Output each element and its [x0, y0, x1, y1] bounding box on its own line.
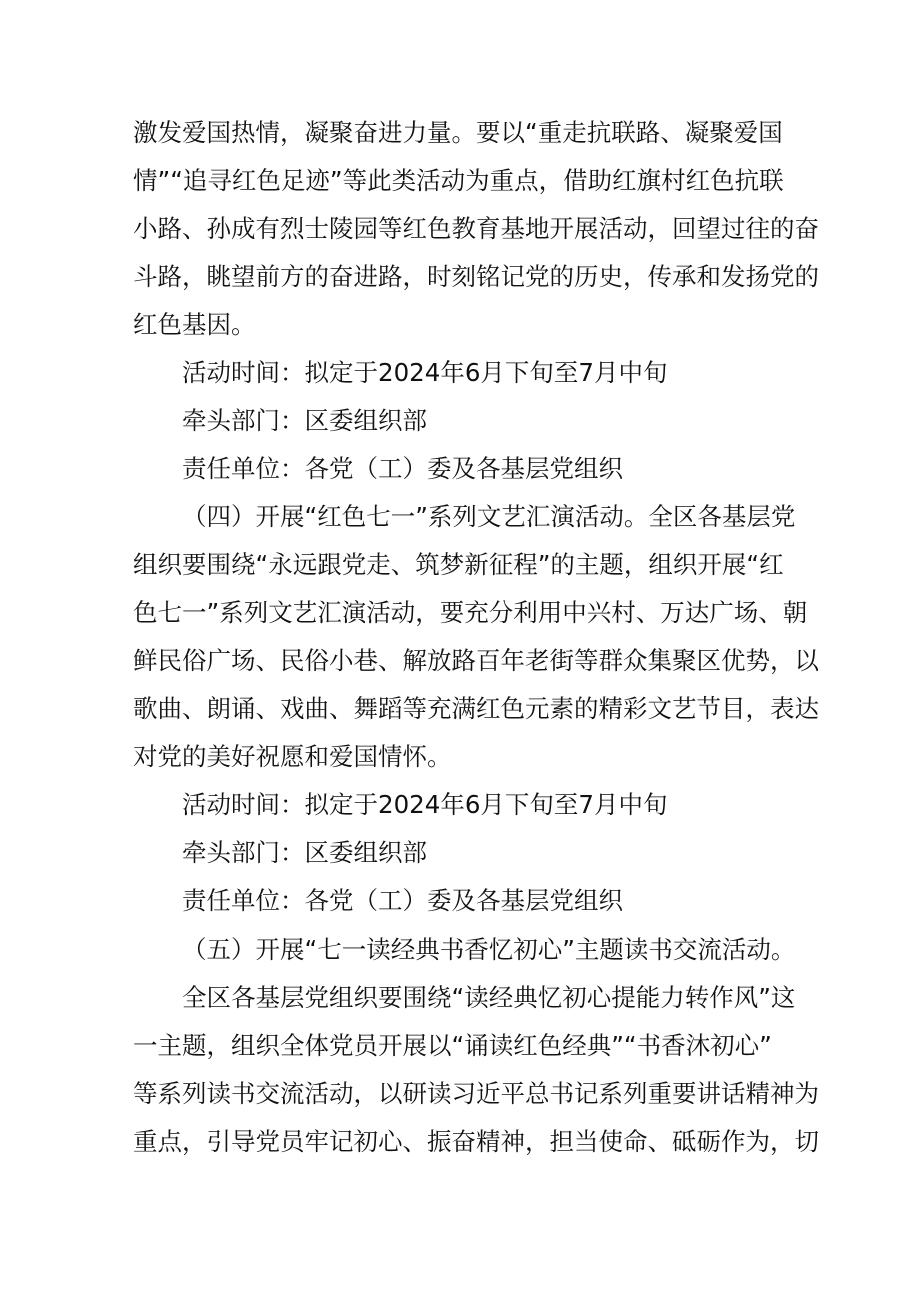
section-heading-5: （五）开展“七一读经典书香忆初心”主题读书交流活动。 — [182, 935, 796, 964]
activity-time-line: 活动时间：拟定于2024年6月下旬至7月中旬 — [182, 358, 668, 387]
body-text-line: 组织要围绕“永远跟党走、筑梦新征程”的主题，组织开展“红 — [133, 550, 784, 579]
responsible-unit-line: 责任单位：各党（工）委及各基层党组织 — [182, 454, 623, 483]
activity-time-line: 活动时间：拟定于2024年6月下旬至7月中旬 — [182, 790, 668, 819]
lead-department-line: 牵头部门：区委组织部 — [182, 406, 427, 435]
body-text-line: 情”“追寻红色足迹”等此类活动为重点，借助红旗村红色抗联 — [133, 166, 784, 195]
body-text-line: 一主题，组织全体党员开展以“诵读红色经典”“书香沐初心” — [133, 1031, 772, 1060]
responsible-unit-line: 责任单位：各党（工）委及各基层党组织 — [182, 886, 623, 915]
body-text-line: 重点，引导党员牢记初心、振奋精神，担当使命、砥砺作为，切 — [133, 1127, 819, 1156]
body-text-line: 对党的美好祝愿和爱国情怀。 — [133, 742, 452, 771]
body-text-line: 鲜民俗广场、民俗小巷、解放路百年老街等群众集聚区优势，以 — [133, 646, 819, 675]
body-text-line: 小路、孙成有烈士陵园等红色教育基地开展活动，回望过往的奋 — [133, 214, 819, 243]
lead-department-line: 牵头部门：区委组织部 — [182, 838, 427, 867]
section-heading-4: （四）开展“红色七一”系列文艺汇演活动。全区各基层党 — [182, 502, 796, 531]
body-text-line: 斗路，眺望前方的奋进路，时刻铭记党的历史，传承和发扬党的 — [133, 262, 819, 291]
body-text-line: 色七一”系列文艺汇演活动，要充分利用中兴村、万达广场、朝 — [133, 598, 808, 627]
body-text-line: 全区各基层党组织要围绕“读经典忆初心提能力转作风”这 — [182, 983, 796, 1012]
body-text-line: 歌曲、朗诵、戏曲、舞蹈等充满红色元素的精彩文艺节目，表达 — [133, 694, 819, 723]
body-text-line: 红色基因。 — [133, 310, 256, 339]
body-text-line: 激发爱国热情，凝聚奋进力量。要以“重走抗联路、凝聚爱国 — [133, 118, 783, 147]
body-text-line: 等系列读书交流活动，以研读习近平总书记系列重要讲话精神为 — [133, 1079, 819, 1108]
